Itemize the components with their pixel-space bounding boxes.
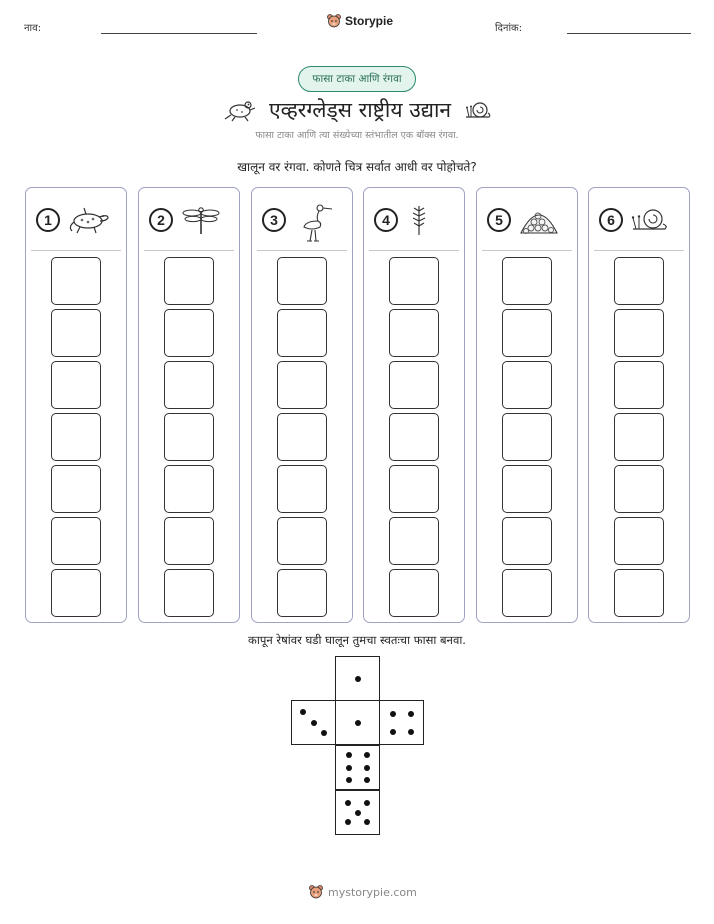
color-box[interactable] — [389, 361, 439, 409]
die-pip — [346, 765, 352, 771]
color-box[interactable] — [164, 465, 214, 513]
footer — [308, 884, 417, 900]
die-pip — [364, 752, 370, 758]
color-box[interactable] — [164, 517, 214, 565]
column-number: 3 — [262, 208, 286, 232]
shell-pile-icon — [517, 203, 561, 237]
die-pip — [321, 730, 327, 736]
die-face-3 — [291, 700, 336, 745]
color-box[interactable] — [164, 413, 214, 461]
color-box[interactable] — [502, 413, 552, 461]
frog-icon — [221, 98, 257, 122]
name-label: नाव: — [24, 23, 42, 34]
color-box[interactable] — [277, 257, 327, 305]
die-face-6 — [335, 745, 380, 790]
column-divider — [144, 250, 234, 251]
die-pip — [390, 729, 396, 735]
color-box[interactable] — [277, 465, 327, 513]
color-box[interactable] — [164, 309, 214, 357]
color-box[interactable] — [614, 309, 664, 357]
die-pip — [364, 765, 370, 771]
color-box[interactable] — [164, 569, 214, 617]
color-box[interactable] — [277, 413, 327, 461]
coloring-instruction: खालून वर रंगवा. कोणते चित्र सर्वात आधी वर पोहोचते? — [237, 160, 477, 174]
name-line[interactable] — [101, 33, 257, 34]
color-box[interactable] — [51, 517, 101, 565]
bear-mascot-icon — [308, 884, 324, 900]
column-2 — [138, 187, 240, 623]
die-pip — [364, 777, 370, 783]
die-face-1 — [335, 700, 380, 745]
die-pip — [355, 720, 361, 726]
column-4 — [363, 187, 465, 623]
color-box[interactable] — [502, 361, 552, 409]
color-box[interactable] — [614, 361, 664, 409]
color-box[interactable] — [502, 257, 552, 305]
brand-logo — [326, 13, 393, 29]
page-title: एव्हरग्लेड्स राष्ट्रीय उद्यान — [268, 98, 452, 122]
die-face-4 — [379, 700, 424, 745]
color-box[interactable] — [164, 257, 214, 305]
alligator-icon — [66, 205, 110, 235]
title-row — [190, 94, 524, 126]
page-subtitle: फासा टाका आणि त्या संख्येच्या स्तंभातील एक बॉक्स रंगवा. — [255, 130, 459, 141]
color-box[interactable] — [51, 569, 101, 617]
die-pip — [355, 676, 361, 682]
color-box[interactable] — [389, 465, 439, 513]
color-box[interactable] — [51, 361, 101, 409]
color-box[interactable] — [51, 413, 101, 461]
die-face-1 — [335, 656, 380, 701]
footer-url: mystorypie.com — [328, 885, 417, 899]
color-box[interactable] — [51, 309, 101, 357]
column-number: 6 — [599, 208, 623, 232]
column-number: 2 — [149, 208, 173, 232]
activity-pill: फासा टाका आणि रंगवा — [298, 66, 416, 92]
die-pip — [311, 720, 317, 726]
die-pip — [364, 800, 370, 806]
column-divider — [482, 250, 572, 251]
color-box[interactable] — [614, 465, 664, 513]
color-box[interactable] — [389, 517, 439, 565]
die-pip — [408, 729, 414, 735]
color-box[interactable] — [502, 569, 552, 617]
column-3 — [251, 187, 353, 623]
cut-instruction: कापून रेषांवर घडी घालून तुमचा स्वतःचा फासा बनवा. — [248, 633, 466, 647]
dragonfly-icon — [179, 205, 223, 235]
column-1 — [25, 187, 127, 623]
color-box[interactable] — [614, 517, 664, 565]
color-box[interactable] — [164, 361, 214, 409]
die-pip — [355, 810, 361, 816]
die-face-5 — [335, 790, 380, 835]
snail-icon — [629, 205, 669, 235]
column-divider — [369, 250, 459, 251]
die-pip — [345, 800, 351, 806]
color-box[interactable] — [389, 413, 439, 461]
column-divider — [594, 250, 684, 251]
die-pip — [364, 819, 370, 825]
column-number: 1 — [36, 208, 60, 232]
color-box[interactable] — [277, 309, 327, 357]
die-pip — [408, 711, 414, 717]
color-box[interactable] — [502, 309, 552, 357]
column-6 — [588, 187, 690, 623]
column-divider — [257, 250, 347, 251]
column-number: 4 — [374, 208, 398, 232]
column-divider — [31, 250, 121, 251]
color-box[interactable] — [502, 517, 552, 565]
column-number: 5 — [487, 208, 511, 232]
bear-mascot-icon — [326, 13, 342, 29]
date-line[interactable] — [567, 33, 691, 34]
color-box[interactable] — [389, 257, 439, 305]
date-label: दिनांक: — [495, 23, 523, 34]
color-box[interactable] — [614, 257, 664, 305]
color-box[interactable] — [614, 569, 664, 617]
snail-title-icon — [463, 98, 493, 122]
die-pip — [346, 777, 352, 783]
die-pip — [346, 752, 352, 758]
color-box[interactable] — [614, 413, 664, 461]
heron-icon — [292, 203, 336, 243]
die-pip — [390, 711, 396, 717]
die-pip — [345, 819, 351, 825]
color-box[interactable] — [51, 465, 101, 513]
color-box[interactable] — [51, 257, 101, 305]
die-pip — [300, 709, 306, 715]
color-box[interactable] — [277, 517, 327, 565]
brand-name: Storypie — [345, 14, 394, 28]
sawgrass-icon — [404, 203, 434, 237]
color-box[interactable] — [389, 569, 439, 617]
color-box[interactable] — [389, 309, 439, 357]
color-box[interactable] — [277, 361, 327, 409]
color-box[interactable] — [502, 465, 552, 513]
column-5 — [476, 187, 578, 623]
color-box[interactable] — [277, 569, 327, 617]
